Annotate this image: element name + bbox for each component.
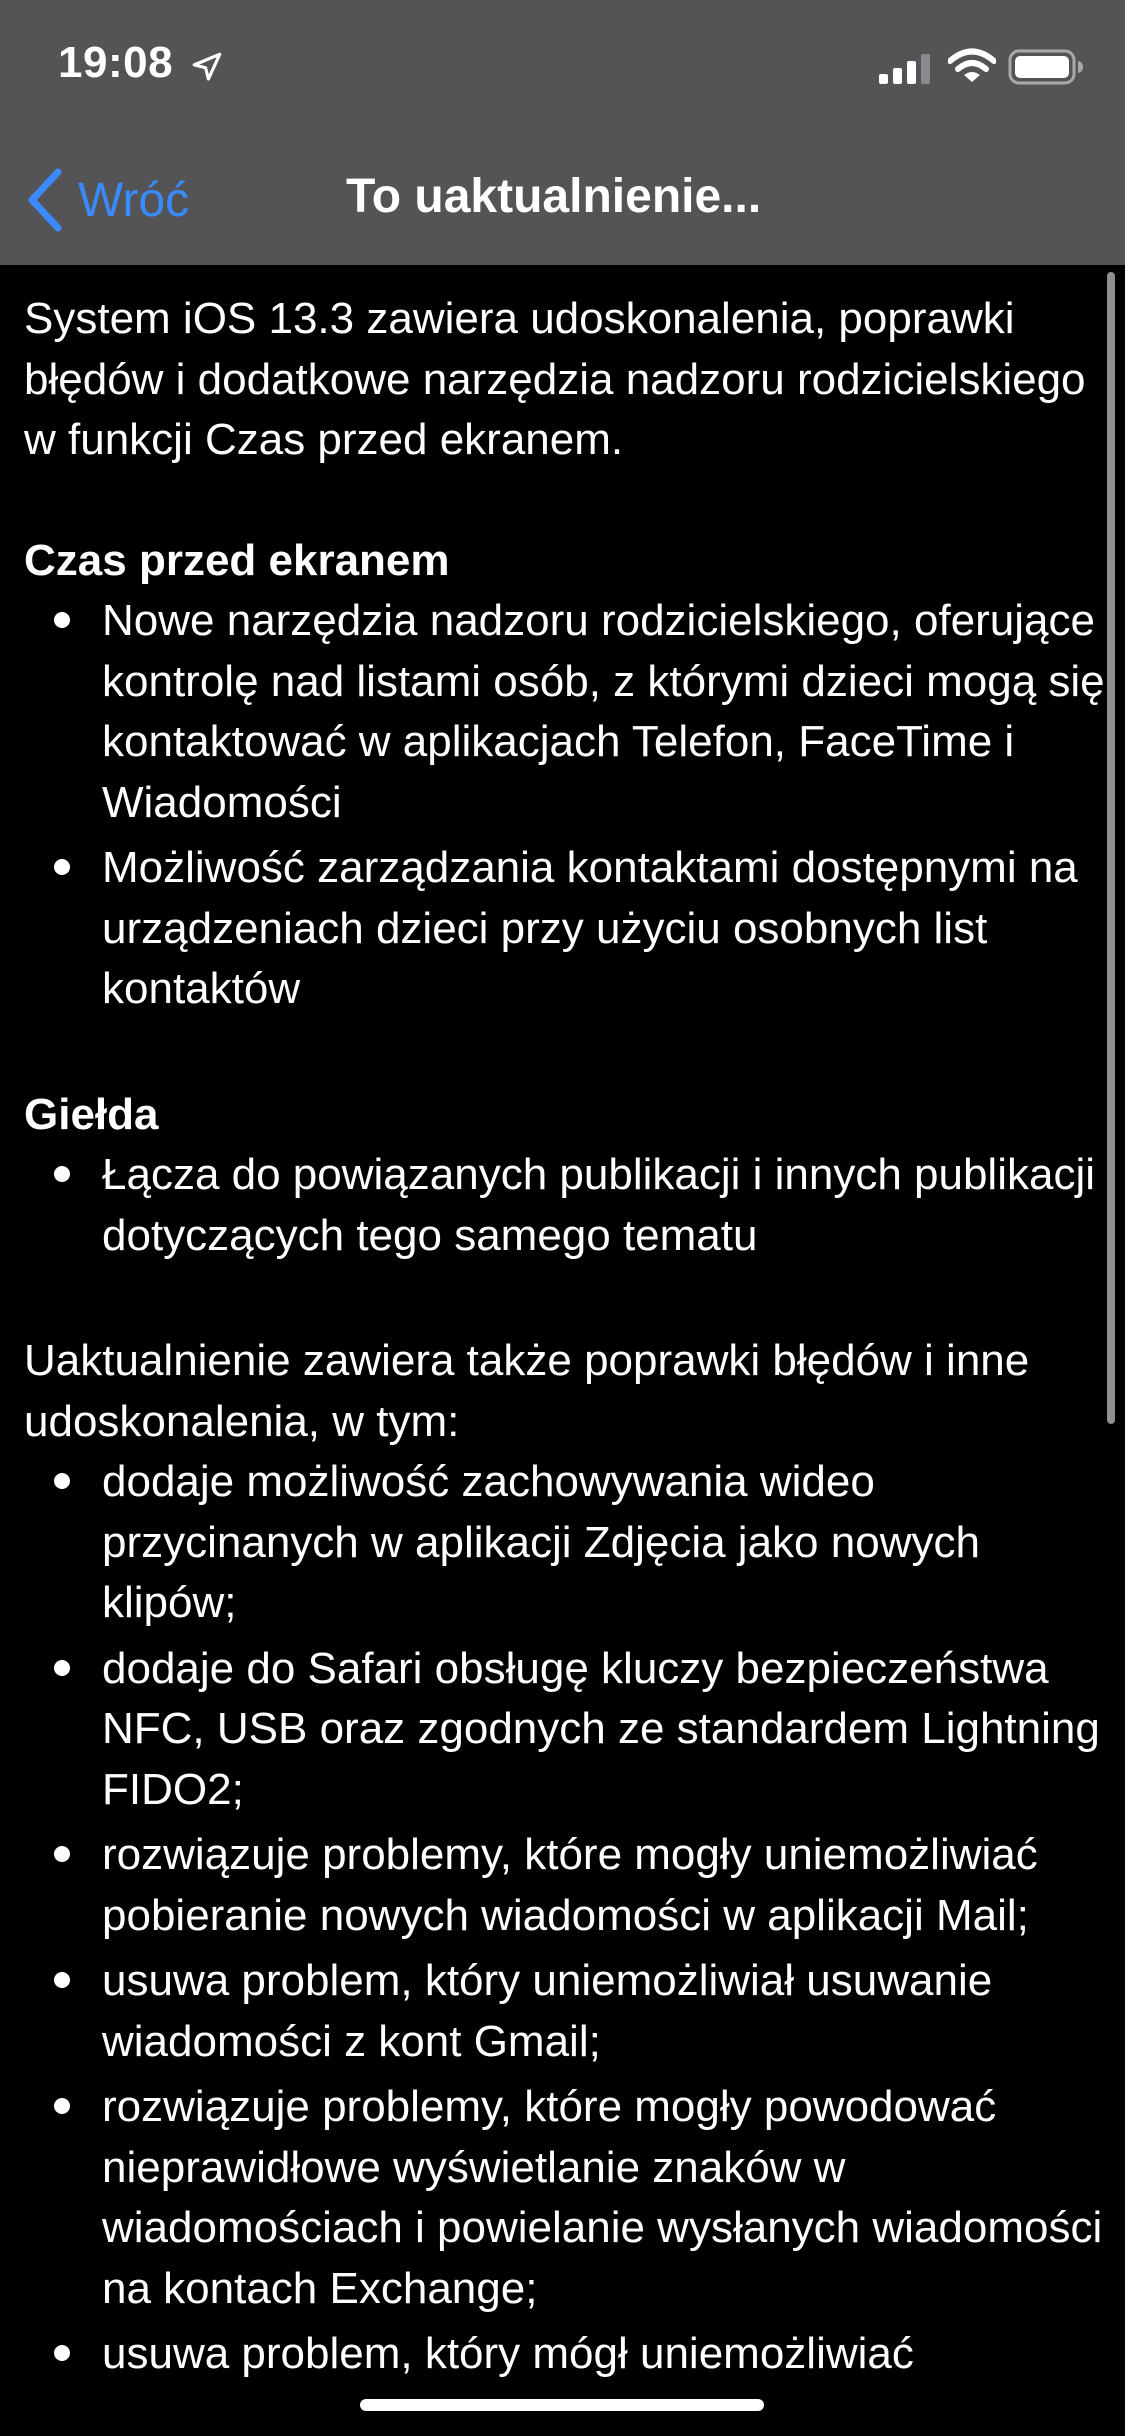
section-heading-screen-time: Czas przed ekranem <box>24 535 450 585</box>
cellular-signal-icon <box>879 54 933 84</box>
section-heading-stocks: Giełda <box>24 1089 159 1139</box>
list-item: rozwiązuje problemy, które mogły uniemożliwiać pobieranie nowych wiadomości w aplikacji Mail; <box>24 1825 1114 1946</box>
list-item: dodaje do Safari obsługę kluczy bezpieczeństwa NFC, USB oraz zgodnych ze standardem Lightning FIDO2; <box>24 1639 1114 1821</box>
fixes-list <box>24 1452 1114 2385</box>
bullet-icon <box>54 859 70 875</box>
home-indicator[interactable] <box>360 2399 764 2411</box>
bullet-icon <box>54 1846 70 1862</box>
bullet-icon <box>54 2345 70 2361</box>
stocks-list <box>24 1145 1114 1266</box>
list-item: Nowe narzędzia nadzoru rodzicielskiego, oferujące kontrolę nad listami osób, z którymi dzieci mogą się kontaktować w aplikacjach Telefon, FaceTime i Wiadomości <box>24 591 1114 833</box>
bullet-icon <box>54 1473 70 1489</box>
list-item: usuwa problem, który mógł uniemożliwiać <box>24 2324 1114 2385</box>
list-item: dodaje możliwość zachowywania wideo przycinanych w aplikacji Zdjęcia jako nowych klipów; <box>24 1452 1114 1634</box>
list-item: Możliwość zarządzania kontaktami dostępnymi na urządzeniach dzieci przy użyciu osobnych list kontaktów <box>24 838 1114 1020</box>
back-button-label: Wróć <box>78 173 190 227</box>
release-notes-scroll-view[interactable] <box>0 265 1125 2436</box>
bullet-icon <box>54 1166 70 1182</box>
bullet-icon <box>54 1972 70 1988</box>
chevron-left-icon <box>24 168 64 232</box>
intro-paragraph: System iOS 13.3 zawiera udoskonalenia, poprawki błędów i dodatkowe narzędzia nadzoru rodzicielskiego w funkcji Czas przed ekranem. <box>24 294 1086 464</box>
scroll-indicator[interactable] <box>1107 272 1115 1424</box>
screen-time-list <box>24 591 1114 1020</box>
list-item: Łącza do powiązanych publikacji i innych publikacji dotyczących tego samego tematu <box>24 1145 1114 1266</box>
list-item: usuwa problem, który uniemożliwiał usuwanie wiadomości z kont Gmail; <box>24 1951 1114 2072</box>
page-title: To uaktualnienie... <box>346 170 762 223</box>
release-notes <box>24 289 1114 2390</box>
list-item: rozwiązuje problemy, które mogły powodować nieprawidłowe wyświetlanie znaków w wiadomościach i powielanie wysłanych wiadomości na kontach Exchange; <box>24 2077 1114 2319</box>
bullet-icon <box>54 2098 70 2114</box>
navigation-bar <box>0 0 1125 265</box>
status-time: 19:08 <box>58 38 174 87</box>
outro-paragraph: Uaktualnienie zawiera także poprawki błędów i inne udoskonalenia, w tym: <box>24 1336 1030 1446</box>
bullet-icon <box>54 612 70 628</box>
wifi-icon <box>948 48 996 84</box>
bullet-icon <box>54 1660 70 1676</box>
location-arrow-icon <box>190 50 224 84</box>
battery-icon <box>1008 49 1084 85</box>
back-button[interactable] <box>24 160 189 240</box>
